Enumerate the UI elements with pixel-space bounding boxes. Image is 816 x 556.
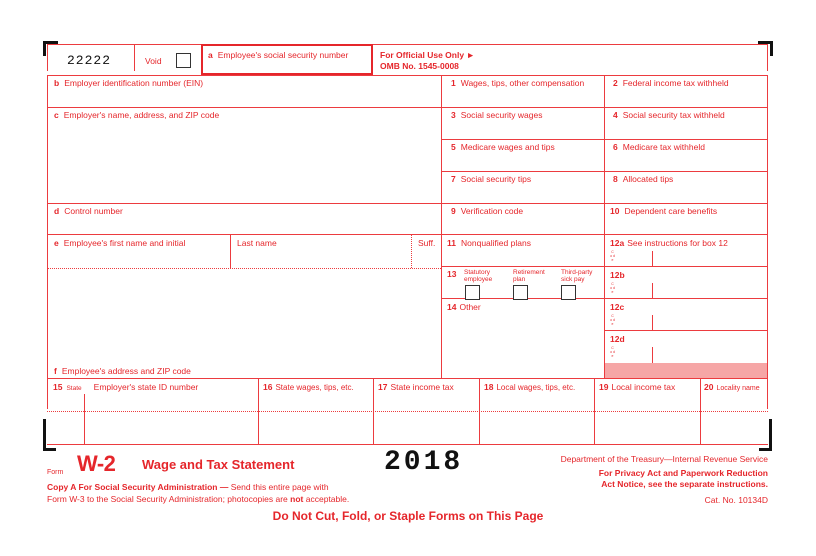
s16-divider (258, 378, 259, 444)
retirement-checkbox[interactable] (513, 285, 528, 300)
line-d (47, 234, 441, 235)
statutory-checkbox[interactable] (465, 285, 480, 300)
thirdparty-label: Third-party sick pay (561, 269, 593, 283)
void-checkbox[interactable] (176, 53, 191, 68)
mid-divider (441, 75, 442, 378)
code-letters-c: C o d e (610, 314, 615, 326)
warning-text: Do Not Cut, Fold, or Staple Forms on This Page (272, 509, 544, 523)
s20-divider (700, 378, 701, 444)
box-8-label: 8 Allocated tips (613, 174, 674, 184)
retirement-label: Retirement plan (513, 269, 545, 283)
box-12b-label: 12b (610, 270, 625, 280)
box-c-label: c Employer's name, address, and ZIP code (54, 110, 220, 120)
s18-divider (479, 378, 480, 444)
box-e-label: e Employee's first name and initial (54, 238, 186, 248)
code-letters-d: C o d e (610, 346, 615, 358)
box-7-label: 7 Social security tips (451, 174, 532, 184)
line-e (47, 268, 441, 269)
right-divider-lower (604, 266, 605, 378)
line-r2 (441, 139, 767, 140)
state-divider (84, 394, 85, 444)
privacy-1: For Privacy Act and Paperwork Reduction (598, 468, 768, 478)
line-r6 (441, 266, 767, 267)
code-divider-c (652, 315, 653, 330)
dept-text: Department of the Treasury—Internal Revenue Service (560, 454, 768, 464)
suff-divider (411, 234, 412, 268)
box-16-label: 16 State wages, tips, etc. (263, 382, 354, 392)
crop-mark-br (759, 419, 772, 451)
form-name: W-2 (77, 451, 116, 476)
code-letters-b: C o d e (610, 282, 615, 294)
dept-block (500, 454, 768, 490)
s17-divider (373, 378, 374, 444)
form-word: Form (47, 469, 64, 476)
statutory-label: Statutory employee (464, 269, 493, 283)
suff-label: Suff. (418, 238, 436, 248)
box-18-label: 18 Local wages, tips, etc. (484, 382, 576, 392)
top-border (47, 44, 768, 45)
state-row-dots (47, 411, 768, 412)
box-14-label: 14 Other (447, 302, 481, 312)
line-c (47, 203, 441, 204)
line-r3 (441, 171, 767, 172)
box-b-label: b Employer identification number (EIN) (54, 78, 204, 88)
box-17-label: 17 State income tax (378, 382, 454, 392)
void-label: Void (145, 56, 162, 66)
box-20-label: 20 Locality name (704, 382, 760, 392)
ssn-box[interactable] (201, 44, 373, 75)
tax-year: 2018 (384, 447, 464, 478)
last-name-label: Last name (237, 238, 277, 248)
code-divider-a (652, 251, 653, 266)
state-row-bottom (47, 444, 768, 445)
grid-left (47, 75, 48, 409)
thirdparty-checkbox[interactable] (561, 285, 576, 300)
box-12c-label: 12c (610, 302, 625, 312)
cat-number: Cat. No. 10134D (704, 495, 768, 505)
state-row-top (47, 378, 768, 379)
copy-a-text: Copy A For Social Security Administration — Send this entire page with Form W-3 to the Social Security Administration; photocopies are not acceptable. (47, 482, 350, 504)
box-4-label: 4 Social security tax withheld (613, 110, 725, 120)
box-3-label: 3 Social security wages (451, 110, 543, 120)
box-1-label: 1 Wages, tips, other compensation (451, 78, 585, 88)
s19-divider (594, 378, 595, 444)
grid-top (47, 75, 768, 76)
form-title: Wage and Tax Statement (142, 457, 295, 472)
line-r8 (604, 330, 767, 331)
box-19-label: 19 Local income tax (599, 382, 676, 392)
line-r1 (441, 107, 767, 108)
crop-mark-bl (43, 419, 56, 451)
shaded-area (605, 363, 767, 378)
box-2-label: 2 Federal income tax withheld (613, 78, 729, 88)
official-use (380, 50, 475, 72)
line-r5 (441, 234, 767, 235)
official-use-label: For Official Use Only ► (380, 50, 475, 60)
code-letters-a: C o d e (610, 250, 615, 262)
box-d-label: d Control number (54, 206, 123, 216)
box-10-label: 10 Dependent care benefits (610, 206, 718, 216)
line-b (47, 107, 441, 108)
line-r7 (441, 298, 767, 299)
last-name-divider (230, 234, 231, 268)
box-6-label: 6 Medicare tax withheld (613, 142, 705, 152)
control-code: 22222 (67, 53, 112, 68)
crop-mark-tl (43, 41, 58, 56)
code-divider-b (652, 283, 653, 298)
box-5-label: 5 Medicare wages and tips (451, 142, 555, 152)
omb-number: OMB No. 1545-0008 (380, 61, 459, 71)
box-9-label: 9 Verification code (451, 206, 524, 216)
line-r4 (441, 203, 767, 204)
box-12d-label: 12d (610, 334, 625, 344)
code-divider-d (652, 347, 653, 363)
privacy-2: Act Notice, see the separate instructions. (601, 479, 768, 489)
divider (134, 44, 135, 71)
box-f-label: f Employee's address and ZIP code (54, 366, 191, 376)
box-12a-label: 12a See instructions for box 12 (610, 238, 728, 248)
box-13-label: 13 (447, 269, 457, 279)
ssn-label: a Employee's social security number (208, 50, 349, 60)
grid-right (767, 75, 768, 409)
crop-mark-tr (758, 41, 773, 56)
box-11-label: 11 Nonqualified plans (447, 238, 531, 248)
box-15-label: 15 State Employer's state ID number (53, 382, 199, 392)
